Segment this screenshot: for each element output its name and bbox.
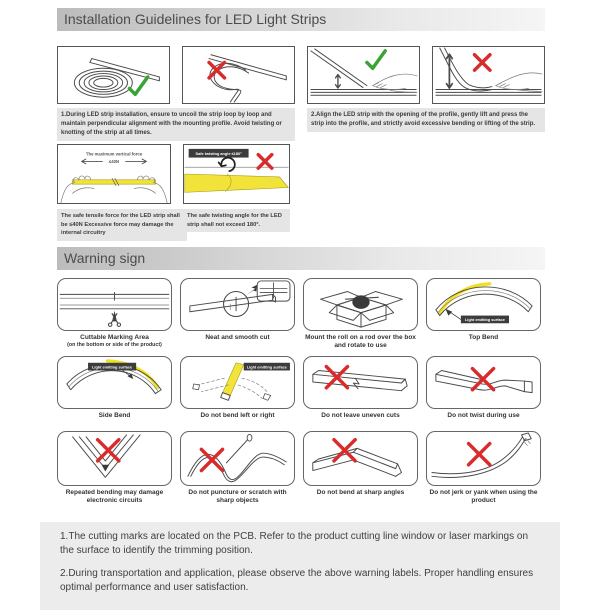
warning-caption: Mount the roll on a rod over the box and rotate to use — [305, 334, 416, 350]
twist-angle-badge: Safe twisting angle ≤180° — [195, 152, 242, 157]
cross-icon — [258, 155, 272, 169]
warning-caption: Neat and smooth cut — [205, 334, 270, 341]
warning-cell-no-sharp-angles — [303, 431, 418, 506]
side-bend-illustration — [58, 357, 171, 408]
arrow-icon — [101, 465, 109, 472]
max-vertical-force-label: The maximum vertical force — [85, 151, 143, 157]
knotted-strip-wrong-illustration — [183, 47, 294, 103]
footer-note-2: 2.During transportation and application, please observe the above warning labels. Proper handling ensures optimal performance and user satisfaction. — [60, 568, 534, 593]
check-icon — [367, 51, 385, 68]
warning-caption: Do not bend left or right — [200, 412, 275, 419]
press-correct-figure — [307, 46, 420, 104]
warning-row-2 — [57, 356, 541, 420]
warning-cell-no-twist — [426, 356, 541, 420]
warning-cell-no-side-bend — [180, 356, 295, 420]
twist-angle-figure — [183, 144, 290, 204]
warning-caption: Do not puncture or scratch with sharp objects — [188, 489, 287, 505]
force-value-label: ≤40N — [108, 159, 120, 165]
install-steps-row — [57, 46, 545, 141]
neat-cut-illustration — [181, 279, 294, 330]
top-bend-illustration — [427, 279, 540, 330]
warning-caption: Repeated bending may damage electronic circuits — [65, 489, 164, 505]
mount-roll-illustration — [304, 279, 417, 330]
warning-caption: Side Bend — [98, 412, 131, 419]
install-step-2-caption: 2.Align the LED strip with the opening of the profile, gently lift and press the strip into the profile, and strictly avoid excessive bending or lifting of the strip. — [307, 108, 545, 132]
coiled-strip-correct-illustration — [58, 47, 169, 103]
uncoil-correct-figure — [57, 46, 170, 104]
warning-cell-no-jerk — [426, 431, 541, 506]
warning-row-1 — [57, 278, 541, 351]
tensile-force-illustration — [58, 145, 170, 203]
uneven-cuts-illustration — [304, 357, 417, 408]
light-emitting-surface-badge: Light emitting surface — [92, 365, 133, 370]
no-jerk-illustration — [427, 432, 540, 485]
footer-notes — [40, 522, 560, 610]
warning-cell-mount-roll — [303, 278, 418, 351]
no-puncture-illustration — [181, 432, 294, 485]
no-sharp-angle-illustration — [304, 432, 417, 485]
twist-angle-panel — [183, 144, 290, 232]
warning-cell-top-bend — [426, 278, 541, 351]
warning-cell-uneven-cuts — [303, 356, 418, 420]
footer-note-1: 1.The cutting marks are located on the PCB. Refer to the product cutting line window or laser markings on the surface to identify the trimming position. — [60, 531, 529, 556]
light-emitting-surface-badge: Light emitting surface — [464, 318, 505, 323]
excessive-bend-wrong-illustration — [433, 47, 544, 103]
warning-caption: Do not bend at sharp angles — [316, 489, 405, 496]
install-step-1-caption: 1.During LED strip installation, ensure to uncoil the strip loop by loop and maintain perpendicular alignment with the mounting profile. Avoid twisting or knotting of the strip at all times. — [57, 108, 295, 141]
warning-cell-no-puncture — [180, 431, 295, 506]
warning-cell-neat-cut — [180, 278, 295, 351]
twist-angle-illustration — [184, 145, 289, 203]
warning-row-3 — [57, 431, 541, 506]
install-step-1 — [57, 46, 295, 141]
uncoil-wrong-figure — [182, 46, 295, 104]
tensile-force-caption: The safe tensile force for the LED strip shall be ≤40N Excessive force may damage the internal circuitry — [57, 209, 187, 241]
cross-icon — [201, 449, 222, 470]
led-roll — [352, 295, 369, 308]
no-left-right-bend-illustration — [181, 357, 294, 408]
arrow-icon — [246, 285, 258, 296]
press-wrong-figure — [432, 46, 545, 104]
warning-caption: Do not twist during use — [447, 412, 520, 419]
install-step-2 — [307, 46, 545, 141]
cross-icon — [469, 444, 490, 465]
twist-angle-caption: The safe twisting angle for the LED strip shall not exceed 180°. — [183, 209, 290, 232]
cross-icon — [334, 440, 355, 461]
light-emitting-surface-badge: Light emitting surface — [246, 365, 287, 370]
cross-icon — [472, 369, 493, 390]
warning-caption: Cuttable Marking Area — [80, 334, 149, 341]
cross-icon — [475, 55, 490, 70]
warning-cell-repeated-bending — [57, 431, 172, 506]
repeated-bending-illustration — [58, 432, 171, 485]
warning-cell-side-bend — [57, 356, 172, 420]
press-into-profile-correct-illustration — [308, 47, 419, 103]
warning-sign-title: Warning sign — [57, 247, 545, 270]
warning-caption: Do not jerk or yank when using the product — [429, 489, 538, 505]
no-twist-illustration — [427, 357, 540, 408]
tensile-force-panel — [57, 144, 187, 241]
tensile-force-figure — [57, 144, 171, 204]
warning-subcaption: (on the bottom or side of the product) — [67, 342, 162, 349]
arrow-icon — [445, 309, 452, 316]
warning-caption: Top Bend — [468, 334, 499, 341]
warning-cell-cuttable-area — [57, 278, 172, 351]
page-title: Installation Guidelines for LED Light Strips — [57, 8, 545, 31]
cuttable-marking-illustration — [58, 279, 171, 330]
warning-caption: Do not leave uneven cuts — [321, 412, 400, 419]
